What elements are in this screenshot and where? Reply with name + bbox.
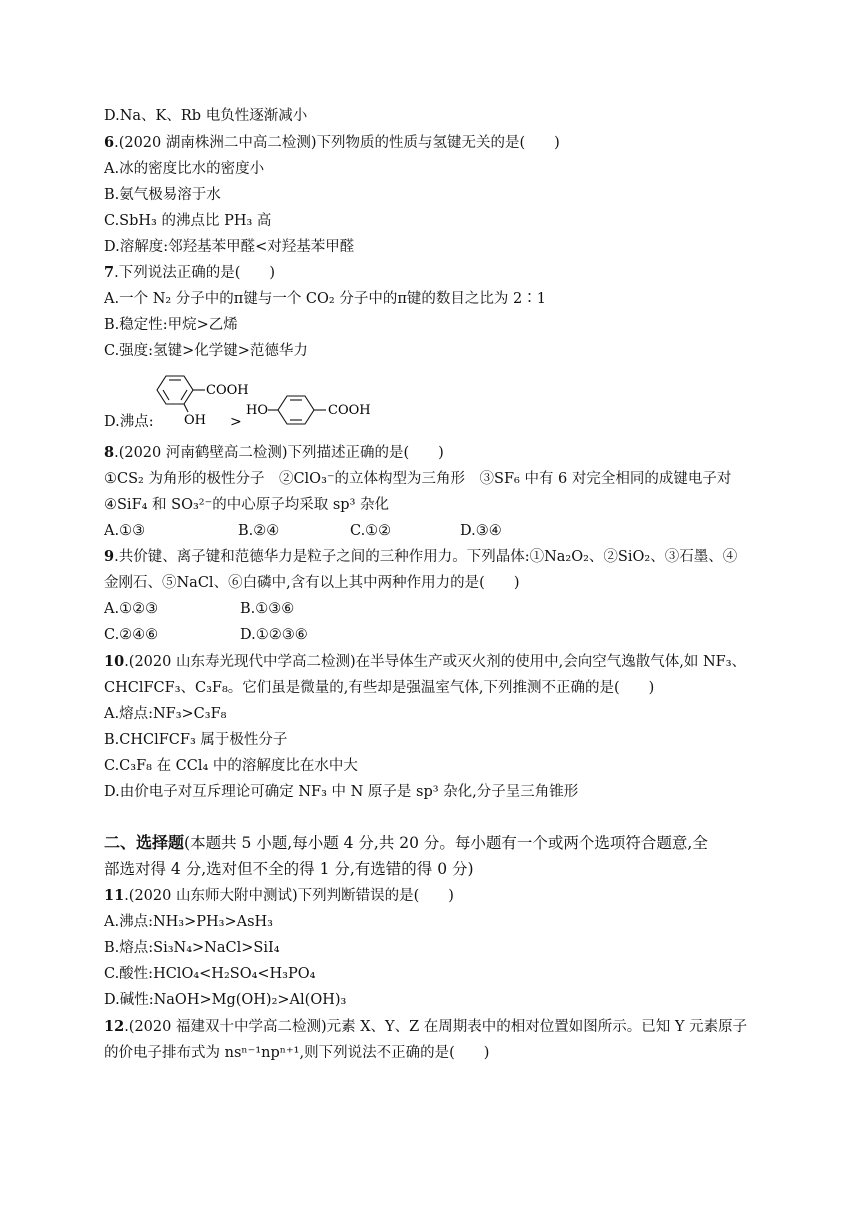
carboxyl-label: COOH — [206, 383, 249, 398]
question-10-stem — [104, 652, 746, 672]
q6-option-a: A.冰的密度比水的密度小 — [104, 161, 265, 177]
question-number: 11 — [104, 887, 125, 904]
q8-option-d: D.③④ — [460, 523, 502, 539]
question-number: 9 — [104, 548, 115, 565]
hydroxyl-label: OH — [184, 413, 206, 428]
question-number: 12 — [104, 1018, 125, 1035]
q11-option-b: B.熔点:Si₃N₄>NaCl>SiI₄ — [104, 940, 280, 956]
q11-option-d: D.碱性:NaOH>Mg(OH)₂>Al(OH)₃ — [104, 992, 347, 1008]
question-11-stem — [104, 886, 454, 906]
para-hydroxybenzoic-acid-structure — [268, 396, 326, 424]
q9-option-a: A.①②③ — [104, 601, 159, 617]
q10-option-c: C.C₃F₈ 在 CCl₄ 中的溶解度比在水中大 — [104, 758, 358, 774]
question-6-stem — [104, 133, 560, 153]
question-12-stem — [104, 1017, 747, 1037]
q9-option-d: D.①②③⑥ — [240, 627, 308, 643]
question-9-stem-cont: 金刚石、⑤NaCl、⑥白磷中,含有以上其中两种作用力的是( ) — [104, 575, 520, 591]
q7-option-d-label: D.沸点: — [104, 414, 154, 430]
question-text: .(2020 河南鹤壁高二检测)下列描述正确的是( ) — [114, 445, 444, 461]
hydroxyl-label: HO — [246, 403, 268, 418]
q9-options-row2 — [104, 625, 308, 645]
q11-option-c: C.酸性:HClO₄<H₂SO₄<H₃PO₄ — [104, 966, 316, 982]
q7-option-b: B.稳定性:甲烷>乙烯 — [104, 317, 238, 333]
q8-option-a: A.①③ — [104, 523, 146, 539]
question-number: 6 — [104, 134, 115, 151]
section-2-heading-cont: 部选对得 4 分,选对但不全的得 1 分,有选错的得 0 分) — [104, 860, 474, 878]
question-7-stem — [104, 263, 275, 283]
q11-option-a: A.沸点:NH₃>PH₃>AsH₃ — [104, 914, 273, 930]
greater-than-sign: > — [230, 414, 242, 430]
section-instructions: (本题共 5 小题,每小题 4 分,共 20 分。每小题有一个或两个选项符合题意,全 — [184, 834, 708, 852]
question-text: .(2020 山东师大附中测试)下列判断错误的是( ) — [124, 888, 454, 904]
q7-option-c: C.强度:氢键>化学键>范德华力 — [104, 343, 308, 359]
q8-option-c: C.①② — [350, 523, 392, 539]
question-8-stem — [104, 443, 444, 463]
question-text: .(2020 湖南株洲二中高二检测)下列物质的性质与氢键无关的是( ) — [114, 135, 560, 151]
carboxyl-label: COOH — [328, 403, 371, 418]
question-text: .(2020 福建双十中学高二检测)元素 X、Y、Z 在周期表中的相对位置如图所示。已知 Y 元素原子 — [124, 1019, 748, 1035]
question-text: .(2020 山东寿光现代中学高二检测)在半导体生产或灭火剂的使用中,会向空气逸散气体,如 NF₃、 — [124, 654, 747, 670]
question-9-stem — [104, 547, 737, 567]
q10-option-a: A.熔点:NF₃>C₃F₈ — [104, 706, 227, 722]
question-number: 8 — [104, 444, 115, 461]
q6-option-d: D.溶解度:邻羟基苯甲醛<对羟基苯甲醛 — [104, 239, 355, 255]
question-number: 7 — [104, 264, 115, 281]
q8-statements-2: ④SiF₄ 和 SO₃²⁻的中心原子均采取 sp³ 杂化 — [104, 497, 390, 513]
q9-options-row1 — [104, 599, 294, 619]
question-text: .下列说法正确的是( ) — [114, 265, 276, 281]
q6-option-c: C.SbH₃ 的沸点比 PH₃ 高 — [104, 213, 272, 229]
q5-option-d: D.Na、K、Rb 电负性逐渐减小 — [104, 108, 308, 124]
q8-options — [104, 521, 502, 541]
q7-option-a: A.一个 N₂ 分子中的π键与一个 CO₂ 分子中的π键的数目之比为 2∶1 — [104, 291, 546, 307]
ortho-hydroxybenzoic-acid-structure — [157, 376, 205, 412]
q9-option-c: C.②④⑥ — [104, 627, 159, 643]
question-number: 10 — [104, 653, 125, 670]
q10-option-b: B.CHClFCF₃ 属于极性分子 — [104, 732, 288, 748]
question-text: .共价键、离子键和范德华力是粒子之间的三种作用力。下列晶体:①Na₂O₂、②SiO₂、③石墨、④ — [114, 549, 738, 565]
question-10-stem-cont: CHClFCF₃、C₃F₈。它们虽是微量的,有些却是强温室气体,下列推测不正确的是( ) — [104, 680, 655, 696]
section-title: 二、选择题 — [104, 833, 185, 852]
section-2-heading — [104, 833, 708, 853]
question-12-stem-cont: 的价电子排布式为 nsⁿ⁻¹npⁿ⁺¹,则下列说法不正确的是( ) — [104, 1045, 490, 1061]
q8-option-b: B.②④ — [238, 523, 280, 539]
q8-statements-1: ①CS₂ 为角形的极性分子 ②ClO₃⁻的立体构型为三角形 ③SF₆ 中有 6 对完全相同的成键电子对 — [104, 471, 732, 487]
boiling-point-structures — [150, 368, 420, 434]
q10-option-d: D.由价电子对互斥理论可确定 NF₃ 中 N 原子是 sp³ 杂化,分子呈三角锥形 — [104, 784, 579, 800]
q6-option-b: B.氨气极易溶于水 — [104, 187, 221, 203]
q9-option-b: B.①③⑥ — [240, 601, 295, 617]
